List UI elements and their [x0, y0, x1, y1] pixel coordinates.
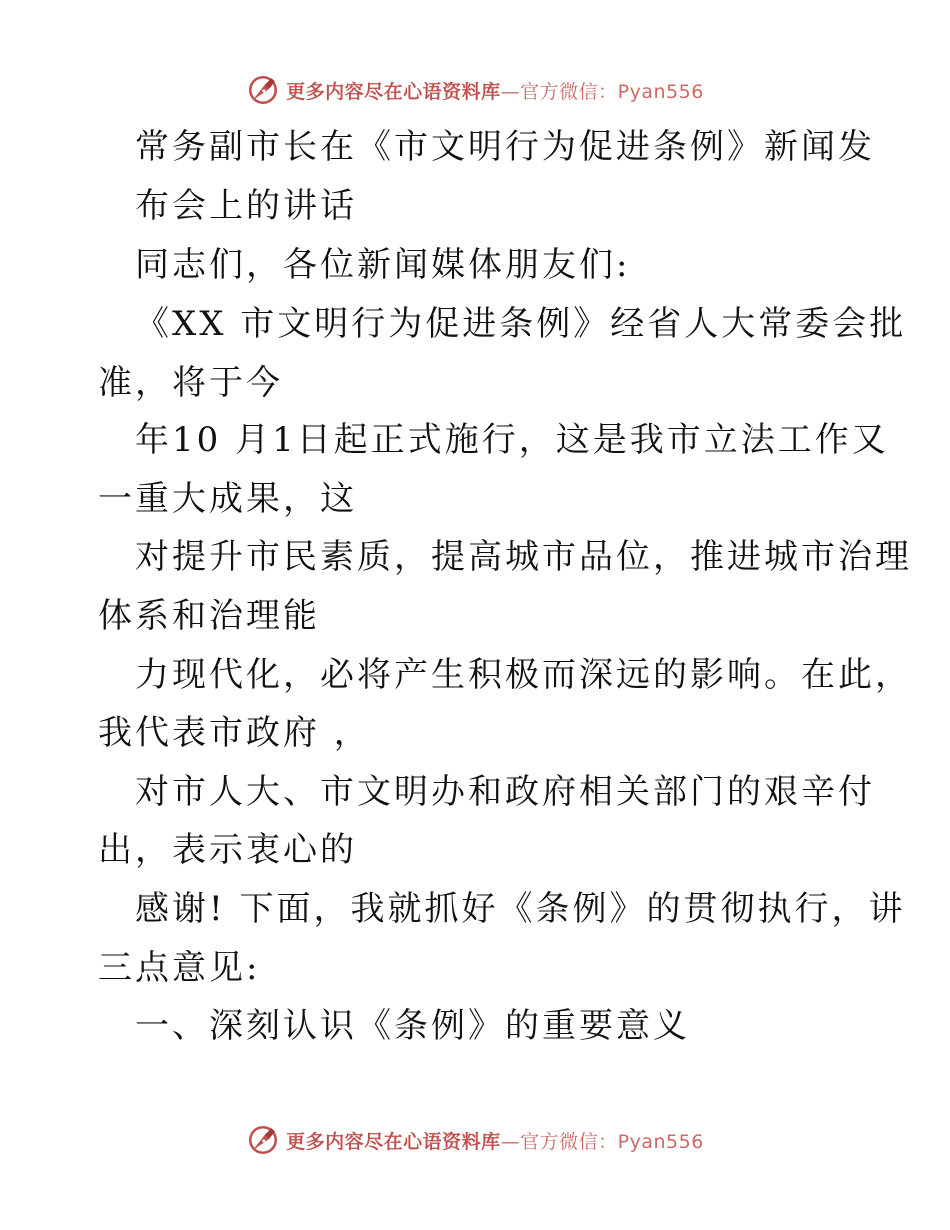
text-line: 准，将于今: [98, 363, 283, 403]
section-heading: 一、深刻认识《条例》的重要意义: [135, 1006, 690, 1046]
text-line: 力现代化，必将产生积极而深远的影响。在此，: [135, 655, 912, 695]
text-line: 对市人大、市文明办和政府相关部门的艰辛付: [135, 772, 875, 812]
text-line: 我代表市政府 ，: [98, 713, 371, 753]
text-line: 出，表示衷心的: [98, 830, 357, 870]
text-line: 感谢! 下面，我就抓好《条例》的贯彻执行，讲: [135, 889, 906, 929]
footer-banner: [0, 1120, 950, 1160]
header-banner: [0, 70, 950, 110]
pen-nib-logo-icon: [246, 1123, 280, 1157]
text-line: 同志们，各位新闻媒体朋友们:: [135, 245, 631, 285]
text-line: 对提升市民素质，提高城市品位，推进城市治理: [135, 537, 912, 577]
text-line: 《XX 市文明行为促进条例》经省人大常委会批: [135, 304, 907, 344]
document-title-line-1: 常务副市长在《市文明行为促进条例》新闻发: [135, 127, 875, 167]
text-line: 体系和治理能: [98, 596, 320, 636]
text-line: 一重大成果，这: [98, 479, 357, 519]
text-line: 年10 月1日起正式施行，这是我市立法工作又: [135, 420, 889, 460]
text-line: 三点意见:: [98, 948, 261, 988]
document-title-line-2: 布会上的讲话: [135, 186, 357, 226]
footer-text: 更多内容尽在心语资料库—官方微信：Pyan556: [286, 1130, 704, 1153]
pen-nib-logo-icon: [246, 73, 280, 107]
header-text: 更多内容尽在心语资料库—官方微信：Pyan556: [286, 80, 704, 103]
